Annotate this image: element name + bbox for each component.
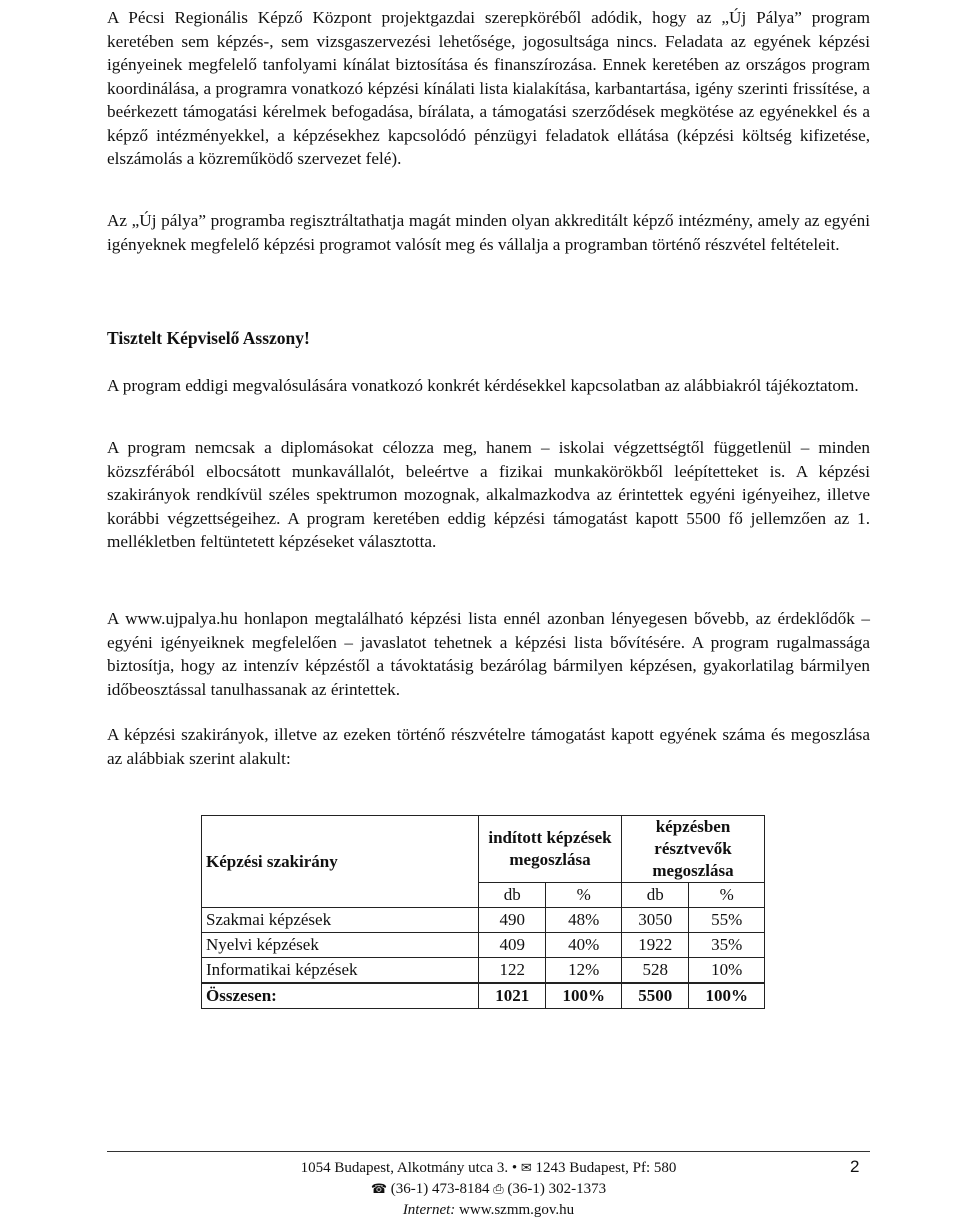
- fax-icon: ⎙: [493, 1182, 504, 1197]
- footer-separator: •: [511, 1160, 518, 1176]
- row-db-trainings: 490: [479, 908, 546, 933]
- greeting: Tisztelt Képviselő Asszony!: [107, 328, 310, 348]
- row-db-participants: 528: [622, 958, 689, 984]
- table-row: [202, 933, 765, 958]
- footer-divider: [107, 1151, 870, 1152]
- row-label: Nyelvi képzések: [202, 933, 479, 958]
- row-pct-trainings: 40%: [546, 933, 622, 958]
- subheader-percent-2: %: [689, 883, 765, 908]
- total-label: Összesen:: [202, 983, 479, 1009]
- row-pct-participants: 10%: [689, 958, 765, 984]
- footer-internet-label: Internet: [402, 1202, 451, 1218]
- paragraph-website: A www.ujpalya.hu honlapon megtalálható képzési lista ennél azonban lényegesen bővebb, az érdeklődők – egyéni igényeiknek megfelelően – javaslatot tehetnek a képzési lista bővítésére. A program rugalmassága biztosítja, hogy az intenzív képzéstől a távoktatásig bezárólag bármilyen képzésen, gyakorlatilag bármilyen időbeosztással tanulhassanak az érintettek.: [107, 609, 870, 699]
- footer-internet-line: Internet: www.szmm.gov.hu: [402, 1202, 575, 1218]
- paragraph-table-intro: A képzési szakirányok, illetve az ezeken történő részvételre támogatást kapott egyének száma és megoszlása az alábbiak szerint alakult:: [107, 725, 870, 768]
- table-row: [202, 908, 765, 933]
- row-db-trainings: 409: [479, 933, 546, 958]
- total-pct-participants: 100%: [689, 983, 765, 1009]
- total-db-trainings: 1021: [479, 983, 546, 1009]
- row-db-trainings: 122: [479, 958, 546, 984]
- table-total-row: [202, 983, 765, 1009]
- row-pct-trainings: 12%: [546, 958, 622, 984]
- paragraph-intro: A Pécsi Regionális Képző Központ projektgazdai szerepköréből adódik, hogy az „Új Pálya” program keretében sem képzés-, sem vizsgaszervezési lehetősége, jogosultsága nincs. Feladata az egyének képzési igényeinek megfelelő tanfolyami kínálat biztosítása és finanszírozása. Ennek keretében az országos program koordinálása, a programra vonatkozó képzési kínálati lista kialakítása, karbantartása, igény szerinti frissítése, a beérkezett támogatási kérelmek befogadása, bírálata, a támogatási szerződések megkötése az egyénekkel és a képző intézményekkel, a képzésekhez kapcsolódó pénzügyi feladatok ellátása (képzési költség kifizetése, elszámolás a közreműködő szervezet felé).: [107, 8, 870, 168]
- paragraph-information: A program eddigi megvalósulására vonatkozó konkrét kérdésekkel kapcsolatban az alábbiakról tájékoztatom.: [107, 376, 859, 395]
- footer-internet-url: www.szmm.gov.hu: [459, 1202, 575, 1218]
- header-training-field: Képzési szakirány: [202, 816, 479, 908]
- paragraph-registration: Az „Új pálya” programba regisztráltathatja magát minden olyan akkreditált képző intézmény, amely az egyéni igényeknek megfelelő képzési programot valósít meg és vállalja a programban történő részvétel feltételeit.: [107, 211, 870, 254]
- table-header-row: [202, 816, 765, 883]
- footer-postal: 1243 Budapest, Pf: 580: [535, 1160, 677, 1176]
- training-statistics-table: [201, 815, 765, 1009]
- subheader-db-2: db: [622, 883, 689, 908]
- envelope-icon: ✉: [520, 1161, 532, 1176]
- total-pct-trainings: 100%: [546, 983, 622, 1009]
- row-pct-participants: 55%: [689, 908, 765, 933]
- footer: [107, 1158, 870, 1220]
- total-db-participants: 5500: [622, 983, 689, 1009]
- row-pct-trainings: 48%: [546, 908, 622, 933]
- footer-address-line: [107, 1158, 870, 1179]
- row-db-participants: 3050: [622, 908, 689, 933]
- row-db-participants: 1922: [622, 933, 689, 958]
- subheader-percent-1: %: [546, 883, 622, 908]
- header-launched-trainings: indított képzések megoszlása: [479, 816, 622, 883]
- page-number: 2: [850, 1157, 860, 1176]
- footer-address: 1054 Budapest, Alkotmány utca 3.: [300, 1160, 509, 1176]
- row-label: Informatikai képzések: [202, 958, 479, 984]
- telephone-icon: ☎: [370, 1182, 388, 1197]
- table-row: [202, 958, 765, 984]
- header-participants: képzésben résztvevők megoszlása: [622, 816, 765, 883]
- row-pct-participants: 35%: [689, 933, 765, 958]
- subheader-db-1: db: [479, 883, 546, 908]
- footer-phone-line: [107, 1179, 870, 1200]
- row-label: Szakmai képzések: [202, 908, 479, 933]
- footer-fax: (36-1) 302-1373: [507, 1181, 607, 1197]
- paragraph-target-group: A program nemcsak a diplomásokat célozza meg, hanem – iskolai végzettségtől függetlenül – minden közszférából elbocsátott munkavállalót, beleértve a fizikai munkakörökből leépítetteket is. A képzési szakirányok rendkívül széles spektrumon mozognak, alkalmazkodva az érintettek egyéni igényeihez, illetve korábbi végzettségeihez. A program keretében eddig képzési támogatást kapott 5500 fő jellemzően az 1. mellékletben feltüntetett képzéseket választotta.: [107, 438, 870, 551]
- footer-phone: (36-1) 473-8184: [390, 1181, 490, 1197]
